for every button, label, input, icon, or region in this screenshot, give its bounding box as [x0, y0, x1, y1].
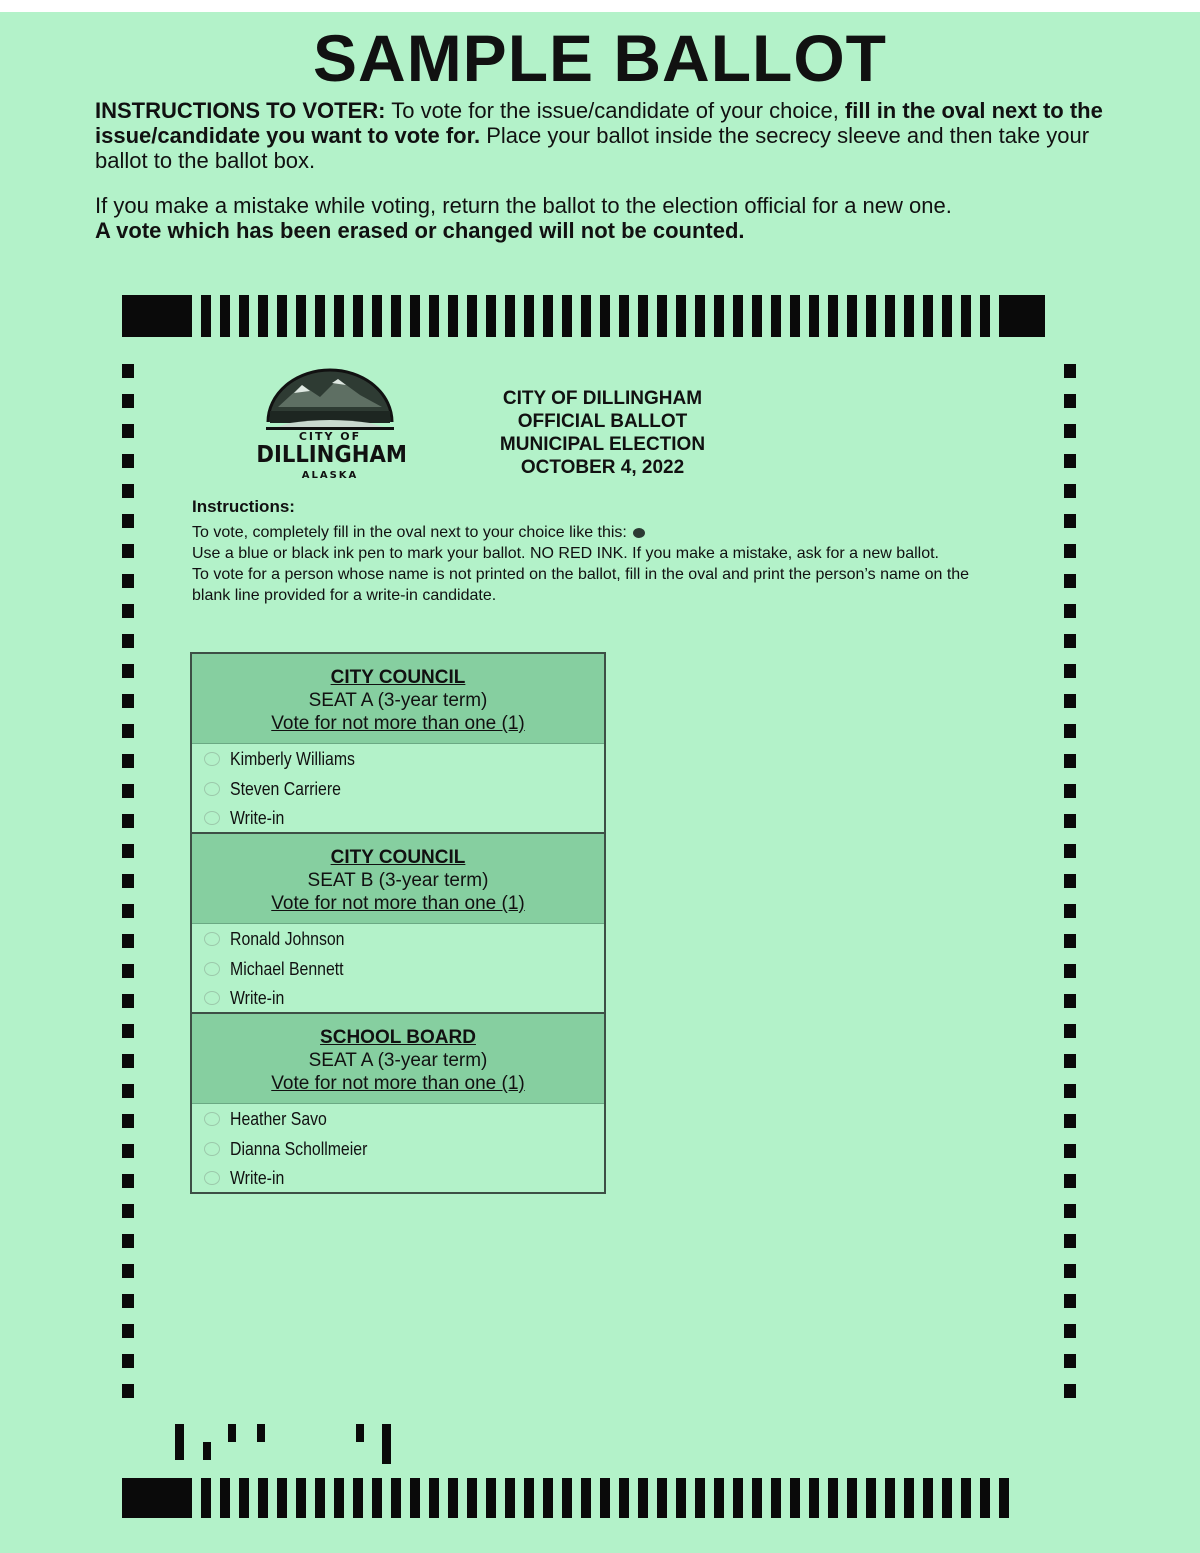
timing-stripe: [980, 1478, 990, 1518]
registration-mark: [1064, 364, 1076, 378]
registration-mark: [1064, 1294, 1076, 1308]
registration-mark: [1064, 1054, 1076, 1068]
timing-stripe: [220, 1478, 230, 1518]
timing-stripe: [372, 1478, 382, 1518]
timing-stripe: [581, 1478, 591, 1518]
registration-mark: [1064, 814, 1076, 828]
timing-stripe: [733, 1478, 743, 1518]
choice-name: Dianna Schollmeier: [230, 1138, 368, 1159]
contest-seat: SEAT A (3-year term): [308, 1050, 488, 1071]
timing-stripe: [315, 295, 325, 337]
timing-stripe: [733, 295, 743, 337]
registration-mark: [1064, 1204, 1076, 1218]
choice-name: Write-in: [230, 807, 285, 828]
timing-stripe: [904, 1478, 914, 1518]
timing-stripe: [448, 295, 458, 337]
ballot-header: [470, 387, 735, 479]
timing-stripe: [391, 295, 401, 337]
timing-stripe: [809, 295, 819, 337]
contest-header: [192, 834, 604, 924]
choice-row[interactable]: [192, 924, 604, 954]
registration-mark: [1064, 1024, 1076, 1038]
timing-stripe: [277, 1478, 287, 1518]
timing-stripe: [239, 1478, 249, 1518]
contest-header: [192, 654, 604, 744]
timing-stripe: [334, 295, 344, 337]
mistake-notice-line1: If you make a mistake while voting, return the ballot to the election official for a new one.: [95, 193, 952, 218]
contest-vote-for: Vote for not more than one (1): [271, 1073, 525, 1094]
instructions-line1: To vote, completely fill in the oval next to your choice like this:: [192, 524, 627, 541]
registration-mark: [1064, 1264, 1076, 1278]
timing-stripe: [980, 295, 990, 337]
mistake-notice: [95, 193, 1135, 243]
registration-mark: [1064, 754, 1076, 768]
choice-row[interactable]: [192, 744, 604, 774]
choice-name: Write-in: [230, 1167, 285, 1188]
registration-mark: [1064, 424, 1076, 438]
registration-mark: [122, 1324, 134, 1338]
timing-stripe: [315, 1478, 325, 1518]
timing-stripe: [809, 1478, 819, 1518]
registration-mark: [1064, 904, 1076, 918]
contest-vote-for: Vote for not more than one (1): [271, 713, 525, 734]
timing-stripe: [486, 1478, 496, 1518]
contest-office: SCHOOL BOARD: [320, 1027, 476, 1048]
timing-stripe: [334, 1478, 344, 1518]
registration-mark: [1064, 574, 1076, 588]
registration-mark: [122, 844, 134, 858]
oval-icon[interactable]: [204, 962, 220, 976]
instructions-heading: Instructions:: [192, 497, 295, 516]
registration-mark: [1064, 1084, 1076, 1098]
registration-mark: [122, 394, 134, 408]
timing-stripe: [467, 1478, 477, 1518]
contest-office: CITY COUNCIL: [330, 667, 466, 688]
logo-name: DILLINGHAM: [256, 442, 407, 468]
timing-block: [122, 295, 192, 337]
instructions-line2: Use a blue or black ink pen to mark your ballot. NO RED INK. If you make a mistake, ask for a new ballot.: [192, 545, 939, 562]
timing-stripe: [429, 295, 439, 337]
timing-stripe: [904, 295, 914, 337]
choice-name: Write-in: [230, 987, 285, 1008]
registration-mark: [122, 1114, 134, 1128]
timing-stripe: [543, 295, 553, 337]
registration-mark: [122, 904, 134, 918]
timing-stripe: [638, 1478, 648, 1518]
registration-mark: [122, 1084, 134, 1098]
choice-row[interactable]: [192, 774, 604, 804]
timing-stripe: [619, 1478, 629, 1518]
choice-name: Heather Savo: [230, 1108, 327, 1129]
timing-stripe: [353, 1478, 363, 1518]
oval-icon[interactable]: [204, 782, 220, 796]
timing-stripe: [410, 1478, 420, 1518]
registration-mark: [122, 964, 134, 978]
registration-mark: [1064, 484, 1076, 498]
choice-row[interactable]: [192, 1104, 604, 1134]
registration-mark: [1064, 874, 1076, 888]
registration-mark: [122, 664, 134, 678]
contest-seat: SEAT A (3-year term): [308, 690, 488, 711]
registration-mark: [122, 724, 134, 738]
ballot-header-line1: CITY OF DILLINGHAM: [502, 388, 703, 409]
timing-stripe: [790, 295, 800, 337]
registration-mark: [122, 1024, 134, 1038]
registration-mark: [1064, 1234, 1076, 1248]
voter-instructions-label: INSTRUCTIONS TO VOTER:: [95, 98, 386, 123]
choice-name: Steven Carriere: [230, 778, 341, 799]
registration-mark: [1064, 454, 1076, 468]
registration-mark: [122, 1174, 134, 1188]
timing-stripe: [391, 1478, 401, 1518]
oval-icon[interactable]: [204, 1142, 220, 1156]
timing-stripe: [695, 295, 705, 337]
registration-mark: [122, 634, 134, 648]
registration-mark: [1064, 634, 1076, 648]
registration-mark: [1064, 1324, 1076, 1338]
registration-mark: [122, 1264, 134, 1278]
contest-seat: SEAT B (3-year term): [307, 870, 489, 891]
timing-stripe: [524, 1478, 534, 1518]
ballot-header-line4: OCTOBER 4, 2022: [520, 457, 685, 478]
logo-city-of: CITY OF: [298, 430, 362, 443]
registration-mark: [1064, 1144, 1076, 1158]
registration-mark: [122, 874, 134, 888]
timing-stripe: [505, 1478, 515, 1518]
timing-stripe: [657, 295, 667, 337]
registration-mark: [1064, 994, 1076, 1008]
timing-stripe: [695, 1478, 705, 1518]
timing-stripe: [467, 295, 477, 337]
registration-mark: [122, 514, 134, 528]
timing-stripe: [638, 295, 648, 337]
registration-mark: [122, 544, 134, 558]
registration-mark: [122, 574, 134, 588]
registration-mark: [122, 934, 134, 948]
timing-stripe: [847, 1478, 857, 1518]
timing-stripe: [524, 295, 534, 337]
oval-icon[interactable]: [204, 932, 220, 946]
registration-mark: [122, 1144, 134, 1158]
registration-mark: [1064, 664, 1076, 678]
timing-stripe: [277, 295, 287, 337]
timing-stripe: [714, 1478, 724, 1518]
registration-mark: [1064, 784, 1076, 798]
filled-oval-example-icon: [633, 528, 645, 538]
contest-header: [192, 1014, 604, 1104]
timing-stripe: [543, 1478, 553, 1518]
registration-mark: [1064, 1114, 1076, 1128]
registration-mark: [1064, 604, 1076, 618]
registration-mark: [122, 814, 134, 828]
timing-stripe: [600, 295, 610, 337]
timing-stripe: [505, 295, 515, 337]
contest-city-council-seat-b: [192, 834, 604, 1014]
timing-stripe: [923, 295, 933, 337]
contest-vote-for: Vote for not more than one (1): [271, 893, 525, 914]
timing-stripe: [448, 1478, 458, 1518]
oval-icon[interactable]: [204, 811, 220, 825]
timing-stripe: [296, 295, 306, 337]
contest-city-council-seat-a: [192, 654, 604, 834]
timing-stripe: [201, 1478, 211, 1518]
registration-mark: [1064, 694, 1076, 708]
instructions-body: [192, 522, 992, 606]
timing-stripe: [790, 1478, 800, 1518]
timing-stripe: [296, 1478, 306, 1518]
timing-stripe: [258, 295, 268, 337]
timing-stripe: [752, 295, 762, 337]
timing-stripe: [771, 1478, 781, 1518]
registration-mark: [122, 1204, 134, 1218]
timing-stripe: [885, 295, 895, 337]
mistake-notice-line2: A vote which has been erased or changed will not be counted.: [95, 218, 745, 243]
registration-mark: [122, 1384, 134, 1398]
registration-mark: [1064, 934, 1076, 948]
timing-stripe: [961, 295, 971, 337]
timing-stripe: [581, 295, 591, 337]
contest-school-board-seat-a: [192, 1014, 604, 1192]
timing-stripe: [429, 1478, 439, 1518]
timing-stripe: [676, 1478, 686, 1518]
oval-icon[interactable]: [204, 991, 220, 1005]
registration-mark: [1064, 1384, 1076, 1398]
timing-stripe: [201, 295, 211, 337]
timing-stripe: [866, 295, 876, 337]
registration-mark: [122, 754, 134, 768]
instructions-line3: To vote for a person whose name is not printed on the ballot, fill in the oval and print the person’s name on the blank line provided for a write-in candidate.: [192, 566, 970, 604]
timing-block: [122, 1478, 192, 1518]
timing-stripe: [771, 295, 781, 337]
timing-stripe: [239, 295, 249, 337]
timing-stripe: [923, 1478, 933, 1518]
timing-stripe: [372, 295, 382, 337]
right-registration-marks: [1064, 364, 1076, 1414]
ballot-header-line2: OFFICIAL BALLOT: [517, 411, 688, 432]
choice-name: Michael Bennett: [230, 958, 344, 979]
timing-stripe: [353, 295, 363, 337]
ballot-code-marks: [172, 1422, 412, 1464]
timing-stripe: [999, 1478, 1009, 1518]
voter-instructions-text2: Place your ballot inside the secrecy sleeve and then take your ballot to the ballot box.: [95, 123, 1090, 173]
left-registration-marks: [122, 364, 134, 1414]
registration-mark: [1064, 544, 1076, 558]
contest-office: CITY COUNCIL: [330, 847, 466, 868]
registration-mark: [1064, 1354, 1076, 1368]
registration-mark: [1064, 964, 1076, 978]
timing-stripe: [828, 1478, 838, 1518]
page-title: SAMPLE BALLOT: [313, 21, 887, 95]
timing-stripe: [942, 295, 952, 337]
registration-mark: [1064, 394, 1076, 408]
timing-stripe: [258, 1478, 268, 1518]
ballot-header-line3: MUNICIPAL ELECTION: [499, 434, 706, 455]
timing-stripe: [600, 1478, 610, 1518]
oval-icon[interactable]: [204, 1112, 220, 1126]
top-timing-bar: [122, 295, 1045, 337]
choice-row[interactable]: [192, 984, 604, 1012]
registration-mark: [122, 1054, 134, 1068]
timing-stripe: [562, 295, 572, 337]
choice-row[interactable]: [192, 1164, 604, 1192]
registration-mark: [122, 1294, 134, 1308]
choice-name: Ronald Johnson: [230, 928, 345, 949]
bottom-timing-bar: [122, 1478, 1009, 1518]
voter-instructions-bold: fill in the oval next to the issue/candidate you want to vote for.: [95, 98, 1103, 148]
choice-row[interactable]: [192, 804, 604, 832]
registration-mark: [122, 694, 134, 708]
registration-mark: [1064, 724, 1076, 738]
oval-icon[interactable]: [204, 752, 220, 766]
city-logo: [250, 367, 410, 487]
timing-stripe: [562, 1478, 572, 1518]
choice-row[interactable]: [192, 1134, 604, 1164]
registration-mark: [122, 784, 134, 798]
registration-mark: [122, 994, 134, 1008]
registration-mark: [1064, 1174, 1076, 1188]
timing-stripe: [657, 1478, 667, 1518]
timing-stripe: [961, 1478, 971, 1518]
timing-stripe: [410, 295, 420, 337]
choice-row[interactable]: [192, 954, 604, 984]
timing-stripe: [619, 295, 629, 337]
registration-mark: [122, 424, 134, 438]
contests-box: [190, 652, 606, 1194]
registration-mark: [122, 1354, 134, 1368]
logo-state: ALASKA: [301, 470, 359, 481]
registration-mark: [122, 1234, 134, 1248]
timing-stripe: [486, 295, 496, 337]
registration-mark: [122, 604, 134, 618]
choice-name: Kimberly Williams: [230, 748, 355, 769]
registration-mark: [1064, 844, 1076, 858]
voter-instructions-text1: To vote for the issue/candidate of your choice,: [385, 98, 845, 123]
timing-stripe: [828, 295, 838, 337]
timing-stripe: [714, 295, 724, 337]
timing-block: [999, 295, 1045, 337]
timing-stripe: [676, 295, 686, 337]
oval-icon[interactable]: [204, 1171, 220, 1185]
voter-instructions: [95, 98, 1135, 173]
timing-stripe: [885, 1478, 895, 1518]
registration-mark: [1064, 514, 1076, 528]
registration-mark: [122, 484, 134, 498]
timing-stripe: [866, 1478, 876, 1518]
timing-stripe: [752, 1478, 762, 1518]
timing-stripe: [847, 295, 857, 337]
registration-mark: [122, 364, 134, 378]
timing-stripe: [942, 1478, 952, 1518]
registration-mark: [122, 454, 134, 468]
timing-stripe: [220, 295, 230, 337]
mountain-emblem-icon: [250, 367, 410, 487]
